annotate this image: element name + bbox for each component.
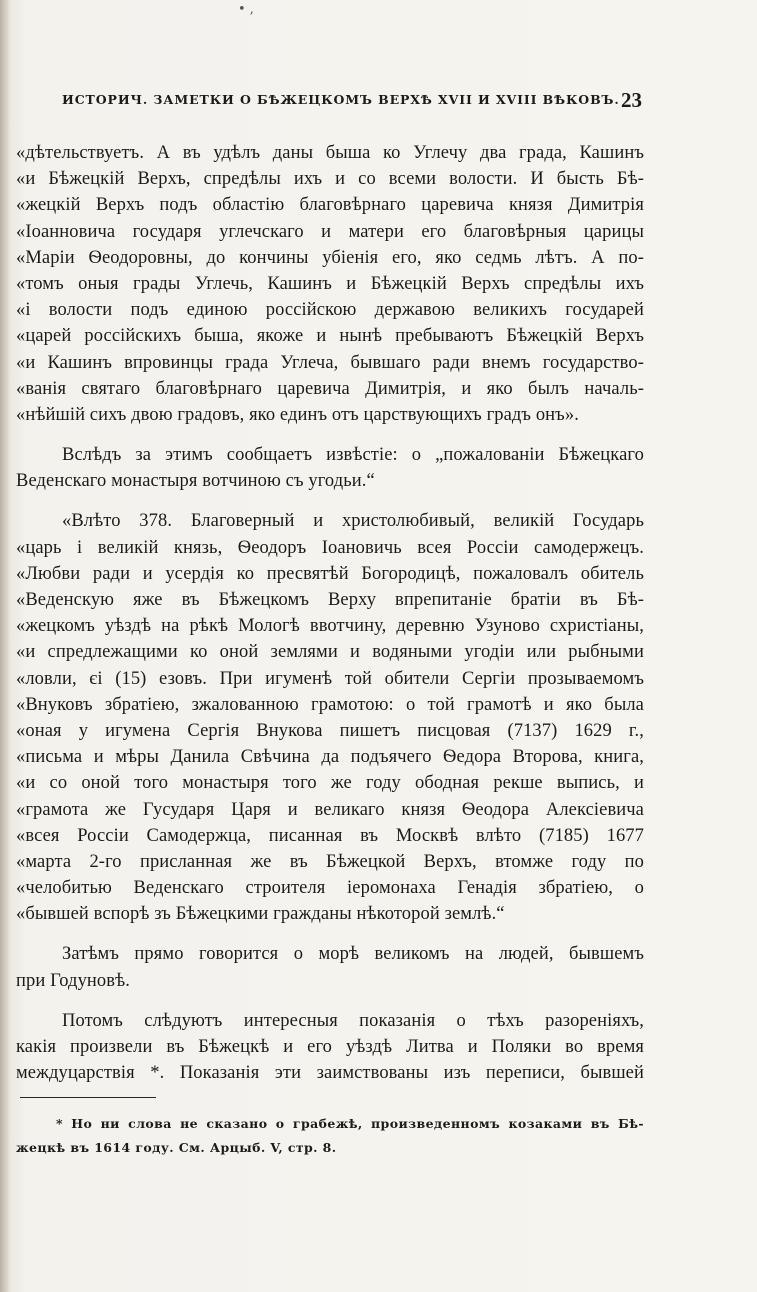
running-title: ИСТОРИЧ. ЗАМЕТКИ О БѢЖЕЦКОМЪ ВЕРХѢ XVII И XVIII ВѢКОВЪ. <box>62 92 620 107</box>
paragraph <box>16 941 644 993</box>
text-line: «грамота же Гусударя Царя и великаго князя Ѳеодора Алексіевича <box>16 799 644 820</box>
text-line: «Веденскую яже въ Бѣжецкомъ Верху впрепитаніе братіи въ Бѣ- <box>16 590 644 610</box>
paragraph <box>16 508 644 927</box>
text-line: «дѣтельствуетъ. А въ удѣлъ даны быша ко Углечу два града, Кашинъ <box>16 143 644 163</box>
text-line: какія произвели въ Бѣжецкѣ и его уѣздѣ Литва и Поляки во время <box>16 1037 644 1057</box>
text-line: «и Бѣжецкій Верхъ, спредѣлы ихъ и со всеми волости. И бысть Бѣ- <box>16 169 644 190</box>
text-line: «письма и мѣры Данила Свѣчина да подъячего Ѳедора Второва, книга, <box>16 747 644 768</box>
text-line: «ловли, єі (15) езовъ. При игуменѣ той обители Сергіи прозываемомъ <box>16 668 644 689</box>
text-line: Веденскаго монастыря вотчиною съ угодьи.“ <box>16 471 375 492</box>
text-line: «томъ оныя грады Углечь, Кашинъ и Бѣжецкій Верхъ спредѣлы ихъ <box>16 273 644 294</box>
text-line: «Любви ради и усердія ко пресвятѣй Богородицѣ, пожаловалъ обитель <box>16 563 644 584</box>
text-line: «жецкомъ уѣздѣ на рѣкѣ Мологѣ ввотчину, деревню Узуново схристіаны, <box>16 616 644 637</box>
running-head <box>62 90 642 112</box>
text-line: при Годуновѣ. <box>16 970 130 991</box>
footnote-line: жецкѣ въ 1614 году. См. Арцыб. V, стр. 8. <box>16 1140 337 1155</box>
text-line: междуцарствія *. Показанія эти заимствованы изъ переписи, бывшей <box>16 1063 644 1084</box>
text-line: «царь і великій князь, Ѳеодоръ Іоановичь всея Россіи самодержецъ. <box>16 537 644 558</box>
text-line: «всея Россіи Самодержца, писанная въ Москвѣ влѣто (7185) 1677 <box>16 825 644 846</box>
page-number: 23 <box>621 88 642 112</box>
text-line: «Влѣто 378. Благоверный и христолюбивый, великій Государь <box>62 511 644 532</box>
text-line: «жецкій Верхъ подъ областію благовѣрнаго царевича князя Димитрія <box>16 195 644 216</box>
text-line: «нѣйшій сихъ двою градовъ, яко единъ отъ царствующихъ градъ онъ». <box>16 404 579 425</box>
text-line: Затѣмъ прямо говорится о морѣ великомъ на людей, бывшемъ <box>62 944 644 965</box>
text-line: «марта 2-го присланная же въ Бѣжецкой Верхъ, втомже году по <box>16 851 644 872</box>
text-line: Вслѣдъ за этимъ сообщаетъ извѣстіе: о „пожалованіи Бѣжецкаго <box>62 445 644 466</box>
text-line: «Іоанновича государя углечскаго и матери его благовѣрныя царицы <box>16 221 644 242</box>
text-line: «челобитью Веденскаго строителя іеромонаха Генадія збратіею, о <box>16 878 644 899</box>
footnote <box>16 1112 644 1160</box>
text-line: «и Кашинъ впровинцы града Углеча, бывшаго ради внемъ государство- <box>16 352 644 373</box>
footnote-line: * Но ни слова не сказано о грабежѣ, произведенномъ козаками въ Бѣ- <box>56 1116 644 1131</box>
text-line: «и спредлежащими ко оной землями и водяными угодіи или рыбными <box>16 642 644 663</box>
paragraph <box>16 442 644 494</box>
text-line: «царей россійскихъ быша, якоже и нынѣ пребываютъ Бѣжецкій Верхъ <box>16 326 644 347</box>
text-line: «Внуковъ збратіею, зжалованною грамотою: о той грамотѣ и яко была <box>16 694 644 715</box>
text-line: «оная у игумена Сергія Внукова пишетъ писцовая (7137) 1629 г., <box>16 720 644 741</box>
text-line: Потомъ слѣдуютъ интересныя показанія о тѣхъ разореніяхъ, <box>62 1010 644 1031</box>
footnote-rule <box>20 1097 156 1098</box>
body-text <box>16 140 644 1086</box>
text-line: «и со оной того монастыря того же году ободная рекше выпись, и <box>16 773 644 794</box>
text-line: «Маріи Ѳеодоровны, до кончины убіенія его, яко седмь лѣтъ. А по- <box>16 247 644 268</box>
text-line: «бывшей вспорѣ зъ Бѣжецкими гражданы нѣкоторой землѣ.“ <box>16 904 505 925</box>
paragraph <box>16 140 644 428</box>
top-mark: • , <box>238 2 254 17</box>
binding-shadow <box>0 0 10 1292</box>
text-line: «і волости подъ единою россійскою державою великихъ государей <box>16 300 644 321</box>
text-line: «ванія святаго благовѣрнаго царевича Димитрія, и яко былъ началь- <box>16 378 644 399</box>
paragraph <box>16 1008 644 1087</box>
